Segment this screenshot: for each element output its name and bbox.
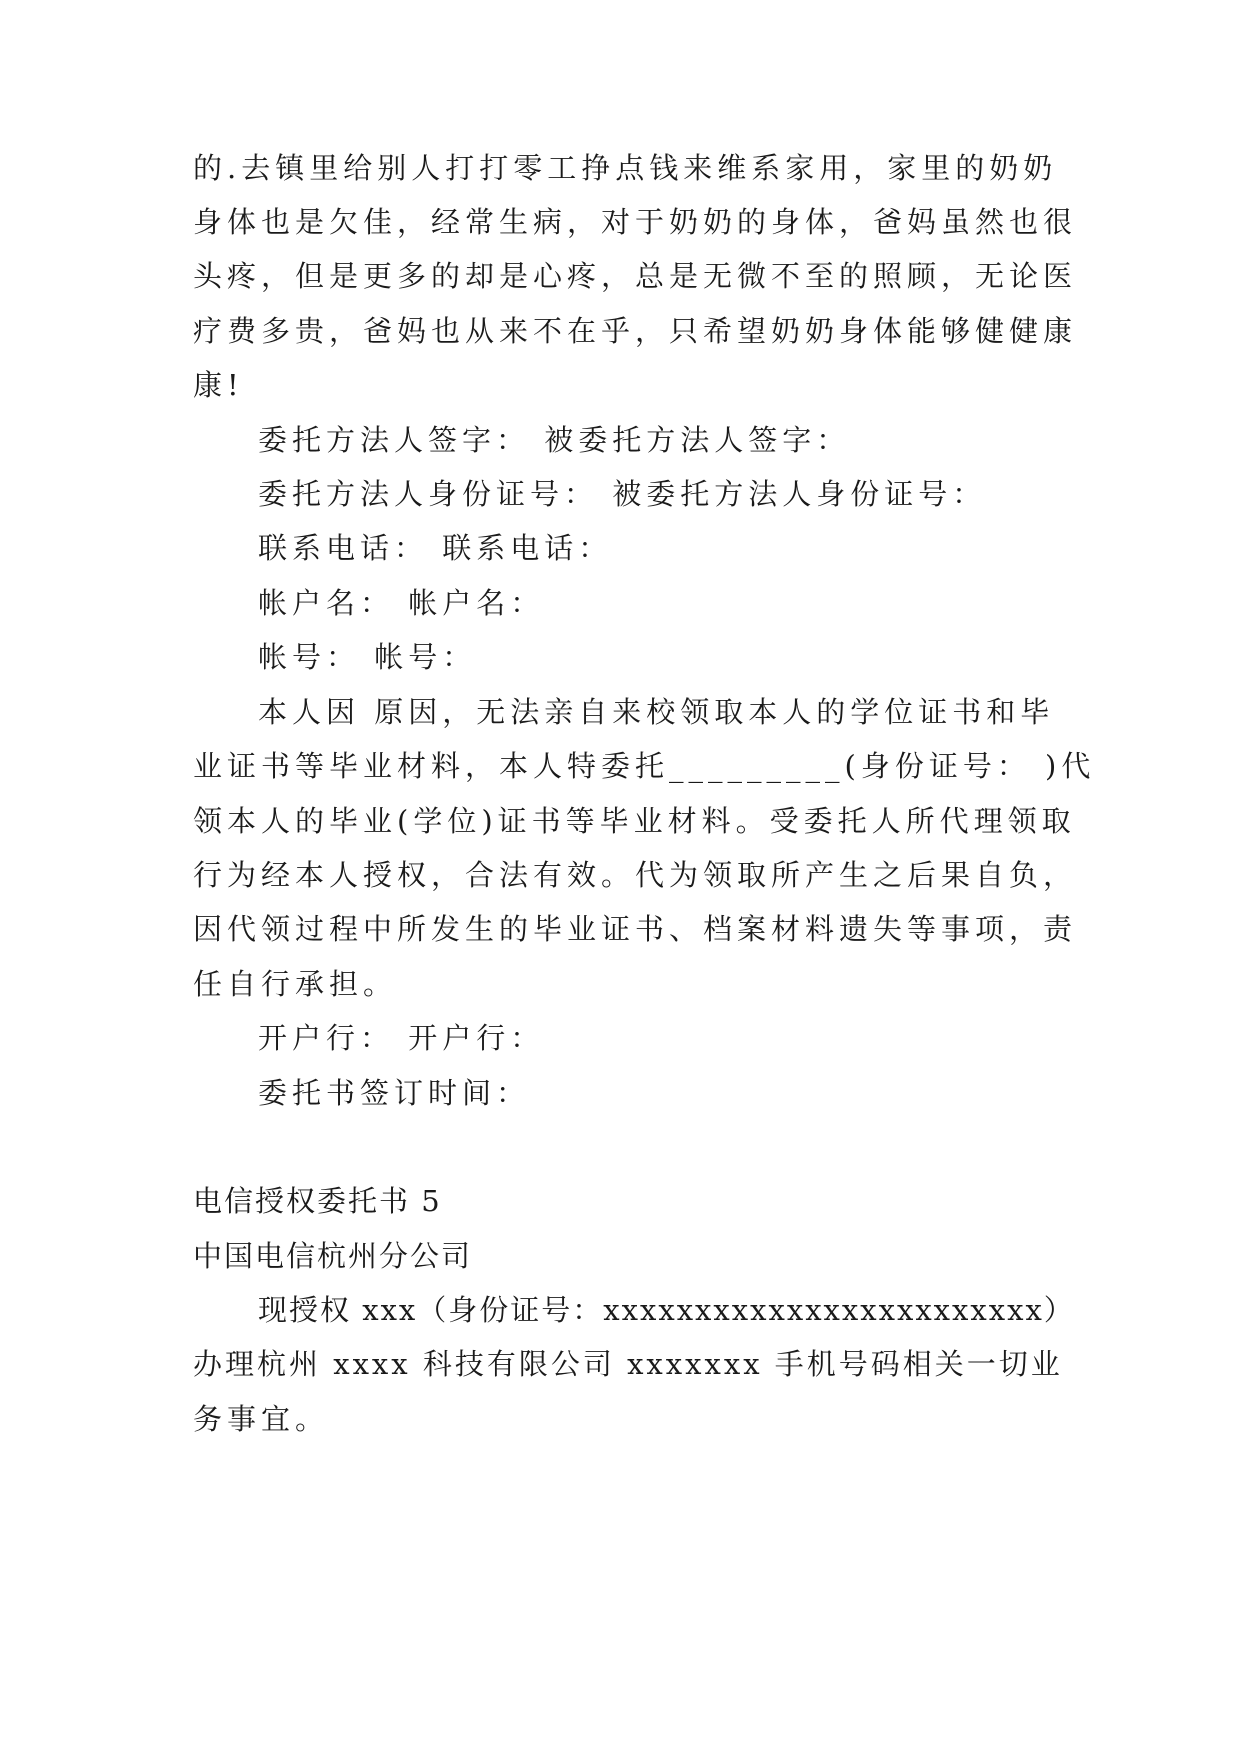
recipient-line: 中国电信杭州分公司 bbox=[193, 1239, 473, 1273]
section-title: 电信授权委托书 5 bbox=[193, 1184, 442, 1218]
paragraph-line: 任自行承担。 bbox=[193, 967, 398, 1001]
authorization-line: 办理杭州 xxxx 科技有限公司 xxxxxxx 手机号码相关一切业 bbox=[193, 1347, 1063, 1381]
paragraph-line: 的.去镇里给别人打打零工挣点钱来维系家用，家里的奶奶 bbox=[193, 151, 1058, 185]
paragraph-line: 本人因 原因，无法亲自来校领取本人的学位证书和毕 bbox=[258, 695, 1055, 729]
paragraph-line: 因代领过程中所发生的毕业证书、档案材料遗失等事项，责 bbox=[193, 912, 1078, 946]
bank-field: 开户行： 开户行： bbox=[258, 1021, 545, 1055]
account-number-field: 帐号： 帐号： bbox=[258, 640, 477, 674]
paragraph-line: 业证书等毕业材料，本人特委托_________(身份证号： )代 bbox=[193, 749, 1096, 783]
authorization-line: 现授权 xxx（身份证号：xxxxxxxxxxxxxxxxxxxxxxxx） bbox=[258, 1293, 1075, 1327]
signature-field: 委托方法人签字： 被委托方法人签字： bbox=[258, 423, 851, 457]
sign-date-field: 委托书签订时间： bbox=[258, 1076, 531, 1110]
id-number-field: 委托方法人身份证号： 被委托方法人身份证号： bbox=[258, 477, 987, 511]
paragraph-line: 康! bbox=[193, 368, 244, 402]
account-name-field: 帐户名： 帐户名： bbox=[258, 586, 545, 620]
paragraph-line: 身体也是欠佳，经常生病，对于奶奶的身体，爸妈虽然也很 bbox=[193, 205, 1078, 239]
paragraph-line: 头疼，但是更多的却是心疼，总是无微不至的照顾，无论医 bbox=[193, 259, 1078, 293]
paragraph-line: 疗费多贵，爸妈也从来不在乎，只希望奶奶身体能够健健康 bbox=[193, 314, 1078, 348]
paragraph-line: 领本人的毕业(学位)证书等毕业材料。受委托人所代理领取 bbox=[193, 804, 1076, 838]
phone-field: 联系电话： 联系电话： bbox=[258, 531, 613, 565]
authorization-line: 务事宜。 bbox=[193, 1402, 330, 1436]
paragraph-line: 行为经本人授权，合法有效。代为领取所产生之后果自负， bbox=[193, 858, 1078, 892]
